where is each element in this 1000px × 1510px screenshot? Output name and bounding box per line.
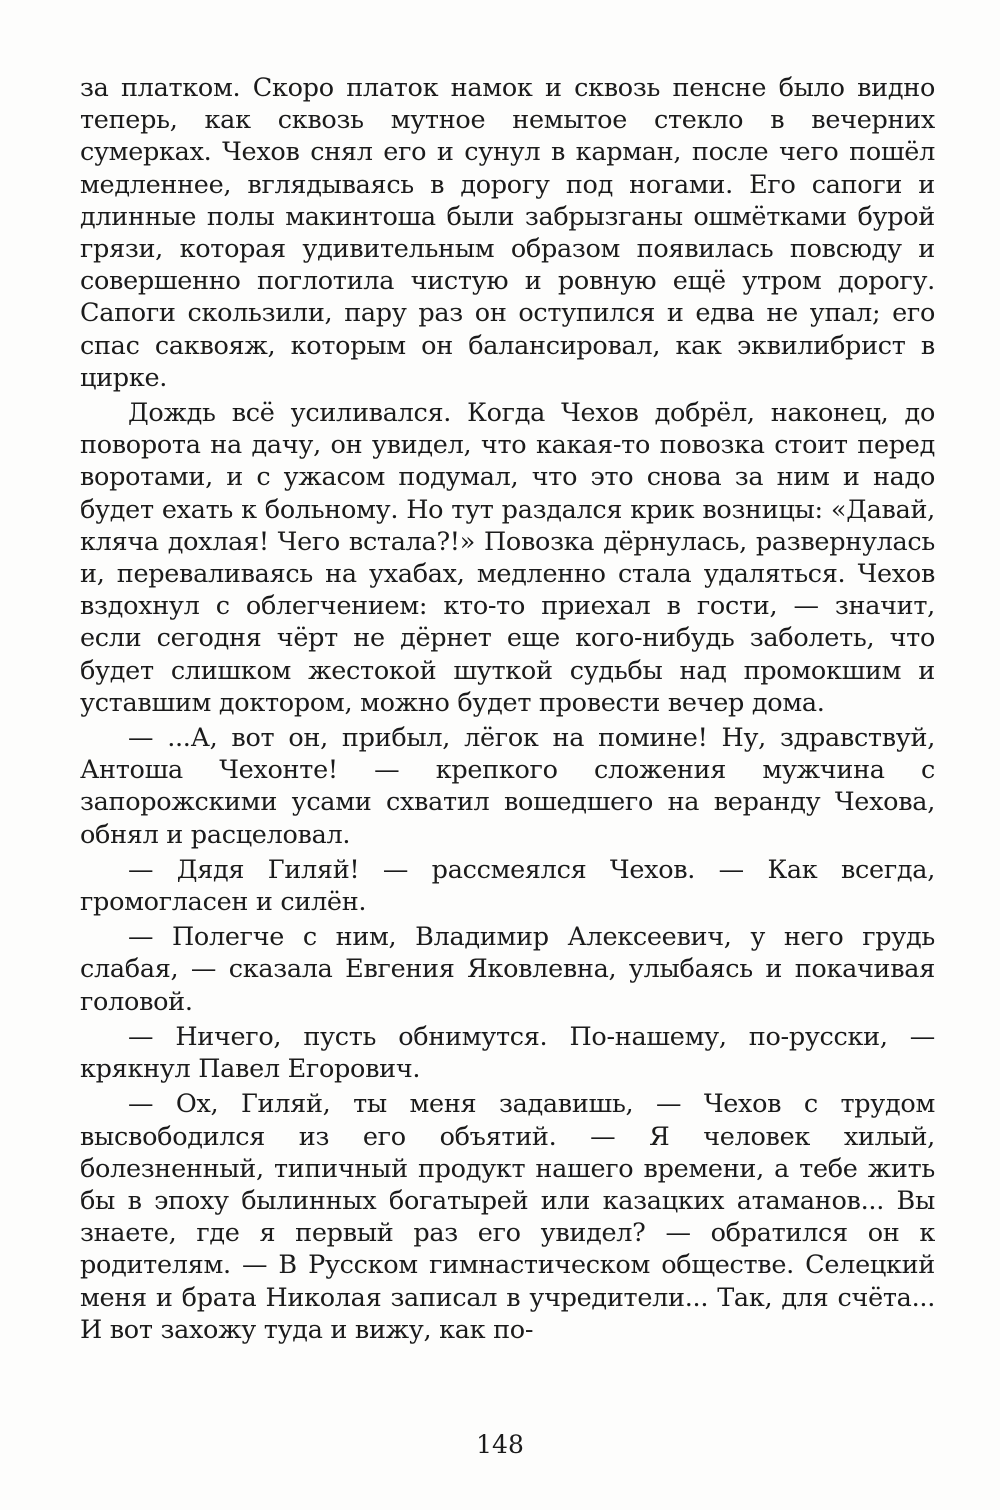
paragraph-6: — Ничего, пусть обнимутся. По-нашему, по-русски, — крякнул Павел Егорович. bbox=[80, 1021, 935, 1085]
paragraph-1: за платком. Скоро платок намок и сквозь пенсне было видно теперь, как сквозь мутное немытое стекло в вечерних сумерках. Чехов снял его и сунул в карман, после чего пошёл медленнее, вглядываясь в дорогу под ногами. Его сапоги и длинные полы макинтоша были забрызганы ошмётками бурой грязи, которая удивительным образом появилась повсюду и совершенно поглотила чистую и ровную ещё утром дорогу. Сапоги скользили, пару раз он оступился и едва не упал; его спас саквояж, которым он балансировал, как эквилибрист в цирке. bbox=[80, 73, 935, 393]
paragraph-5: — Полегче с ним, Владимир Алексеевич, у него грудь слабая, — сказала Евгения Яковлевна, улыбаясь и покачивая головой. bbox=[80, 922, 935, 1017]
paragraph-3: — ...А, вот он, прибыл, лёгок на помине! Ну, здравствуй, Антоша Чехонте! — крепкого сложения мужчина с запорожскими усами схватил вошедшего на веранду Чехова, обнял и расцеловал. bbox=[80, 723, 935, 850]
paragraph-4: — Дядя Гиляй! — рассмеялся Чехов. — Как всегда, громогласен и силён. bbox=[80, 854, 935, 918]
paragraph-7: — Ох, Гиляй, ты меня задавишь, — Чехов с трудом высвободился из его объятий. — Я человек хилый, болезненный, типичный продукт нашего времени, а тебе жить бы в эпоху былинных богатырей или казацких атаманов... Вы знаете, где я первый раз его увидел? — обратился он к родителям. — В Русском гимнастическом обществе. Селецкий меня и брата Николая записал в учредители... Так, для счёта... И вот захожу туда и вижу, как по- bbox=[80, 1089, 935, 1345]
body-text bbox=[80, 72, 935, 1349]
paragraph-2: Дождь всё усиливался. Когда Чехов добрёл, наконец, до поворота на дачу, он увидел, что какая-то повозка стоит перед воротами, и с ужасом подумал, что это снова за ним и надо будет ехать к больному. Но тут раздался крик возницы: «Давай, кляча дохлая! Чего встала?!» Повозка дёрнулась, развернулась и, переваливаясь на ухабах, медленно стала удаляться. Чехов вздохнул с облегчением: кто-то приехал в гости, — значит, если сегодня чёрт не дёрнет еще кого-нибудь заболеть, что будет слишком жестокой шуткой судьбы над промокшим и уставшим доктором, можно будет провести вечер дома. bbox=[80, 398, 935, 718]
page-number: 148 bbox=[476, 1430, 524, 1459]
